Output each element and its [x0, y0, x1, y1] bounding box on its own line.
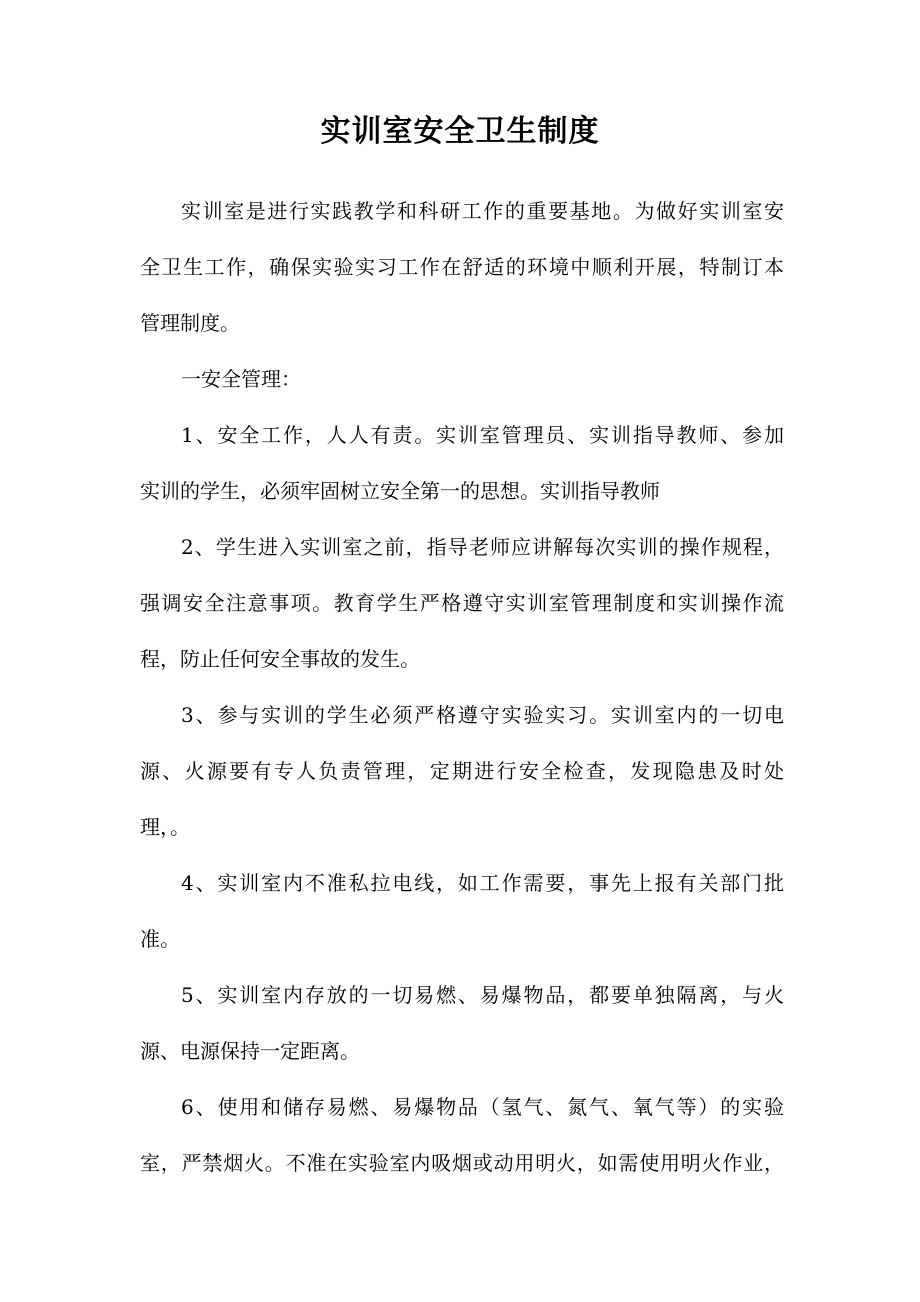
rule-2-line-3: 程，防止任何安全事故的发生。 [140, 647, 420, 671]
section-heading-safety: 一安全管理： [181, 367, 301, 391]
paragraph-intro-line-2: 全卫生工作，确保实验实习工作在舒适的环境中顺利开展，特制订本 [140, 255, 784, 279]
rule-4-line-2: 准。 [140, 927, 180, 951]
paragraph-intro-line-1: 实训室是进行实践教学和科研工作的重要基地。为做好实训室安 [181, 199, 784, 223]
rule-6-line-2: 室，严禁烟火。不准在实验室内吸烟或动用明火，如需使用明火作业， [140, 1151, 784, 1175]
rule-3-line-3: 理，。 [140, 815, 190, 839]
rule-2-line-2: 强调安全注意事项。教育学生严格遵守实训室管理制度和实训操作流 [140, 591, 784, 615]
rule-3-line-1: 3、参与实训的学生必须严格遵守实验实习。实训室内的一切电 [181, 703, 784, 727]
rule-2-line-1: 2、学生进入实训室之前，指导老师应讲解每次实训的操作规程， [181, 535, 784, 559]
rule-4-line-1: 4、实训室内不准私拉电线，如工作需要，事先上报有关部门批 [181, 871, 784, 895]
rule-5-line-2: 源、电源保持一定距离。 [140, 1039, 360, 1063]
rule-5-line-1: 5、实训室内存放的一切易燃、易爆物品，都要单独隔离，与火 [181, 983, 784, 1007]
document-title: 实训室安全卫生制度 [320, 114, 600, 149]
rule-3-line-2: 源、火源要有专人负责管理，定期进行安全检查，发现隐患及时处 [140, 759, 784, 783]
paragraph-intro-line-3: 管理制度。 [140, 311, 240, 335]
rule-1-line-2: 实训的学生，必须牢固树立安全第一的思想。实训指导教师 [140, 479, 660, 503]
rule-1-line-1: 1、安全工作，人人有责。实训室管理员、实训指导教师、参加 [181, 423, 784, 447]
rule-6-line-1: 6、使用和储存易燃、易爆物品（氢气、氮气、氧气等）的实验 [181, 1095, 784, 1119]
